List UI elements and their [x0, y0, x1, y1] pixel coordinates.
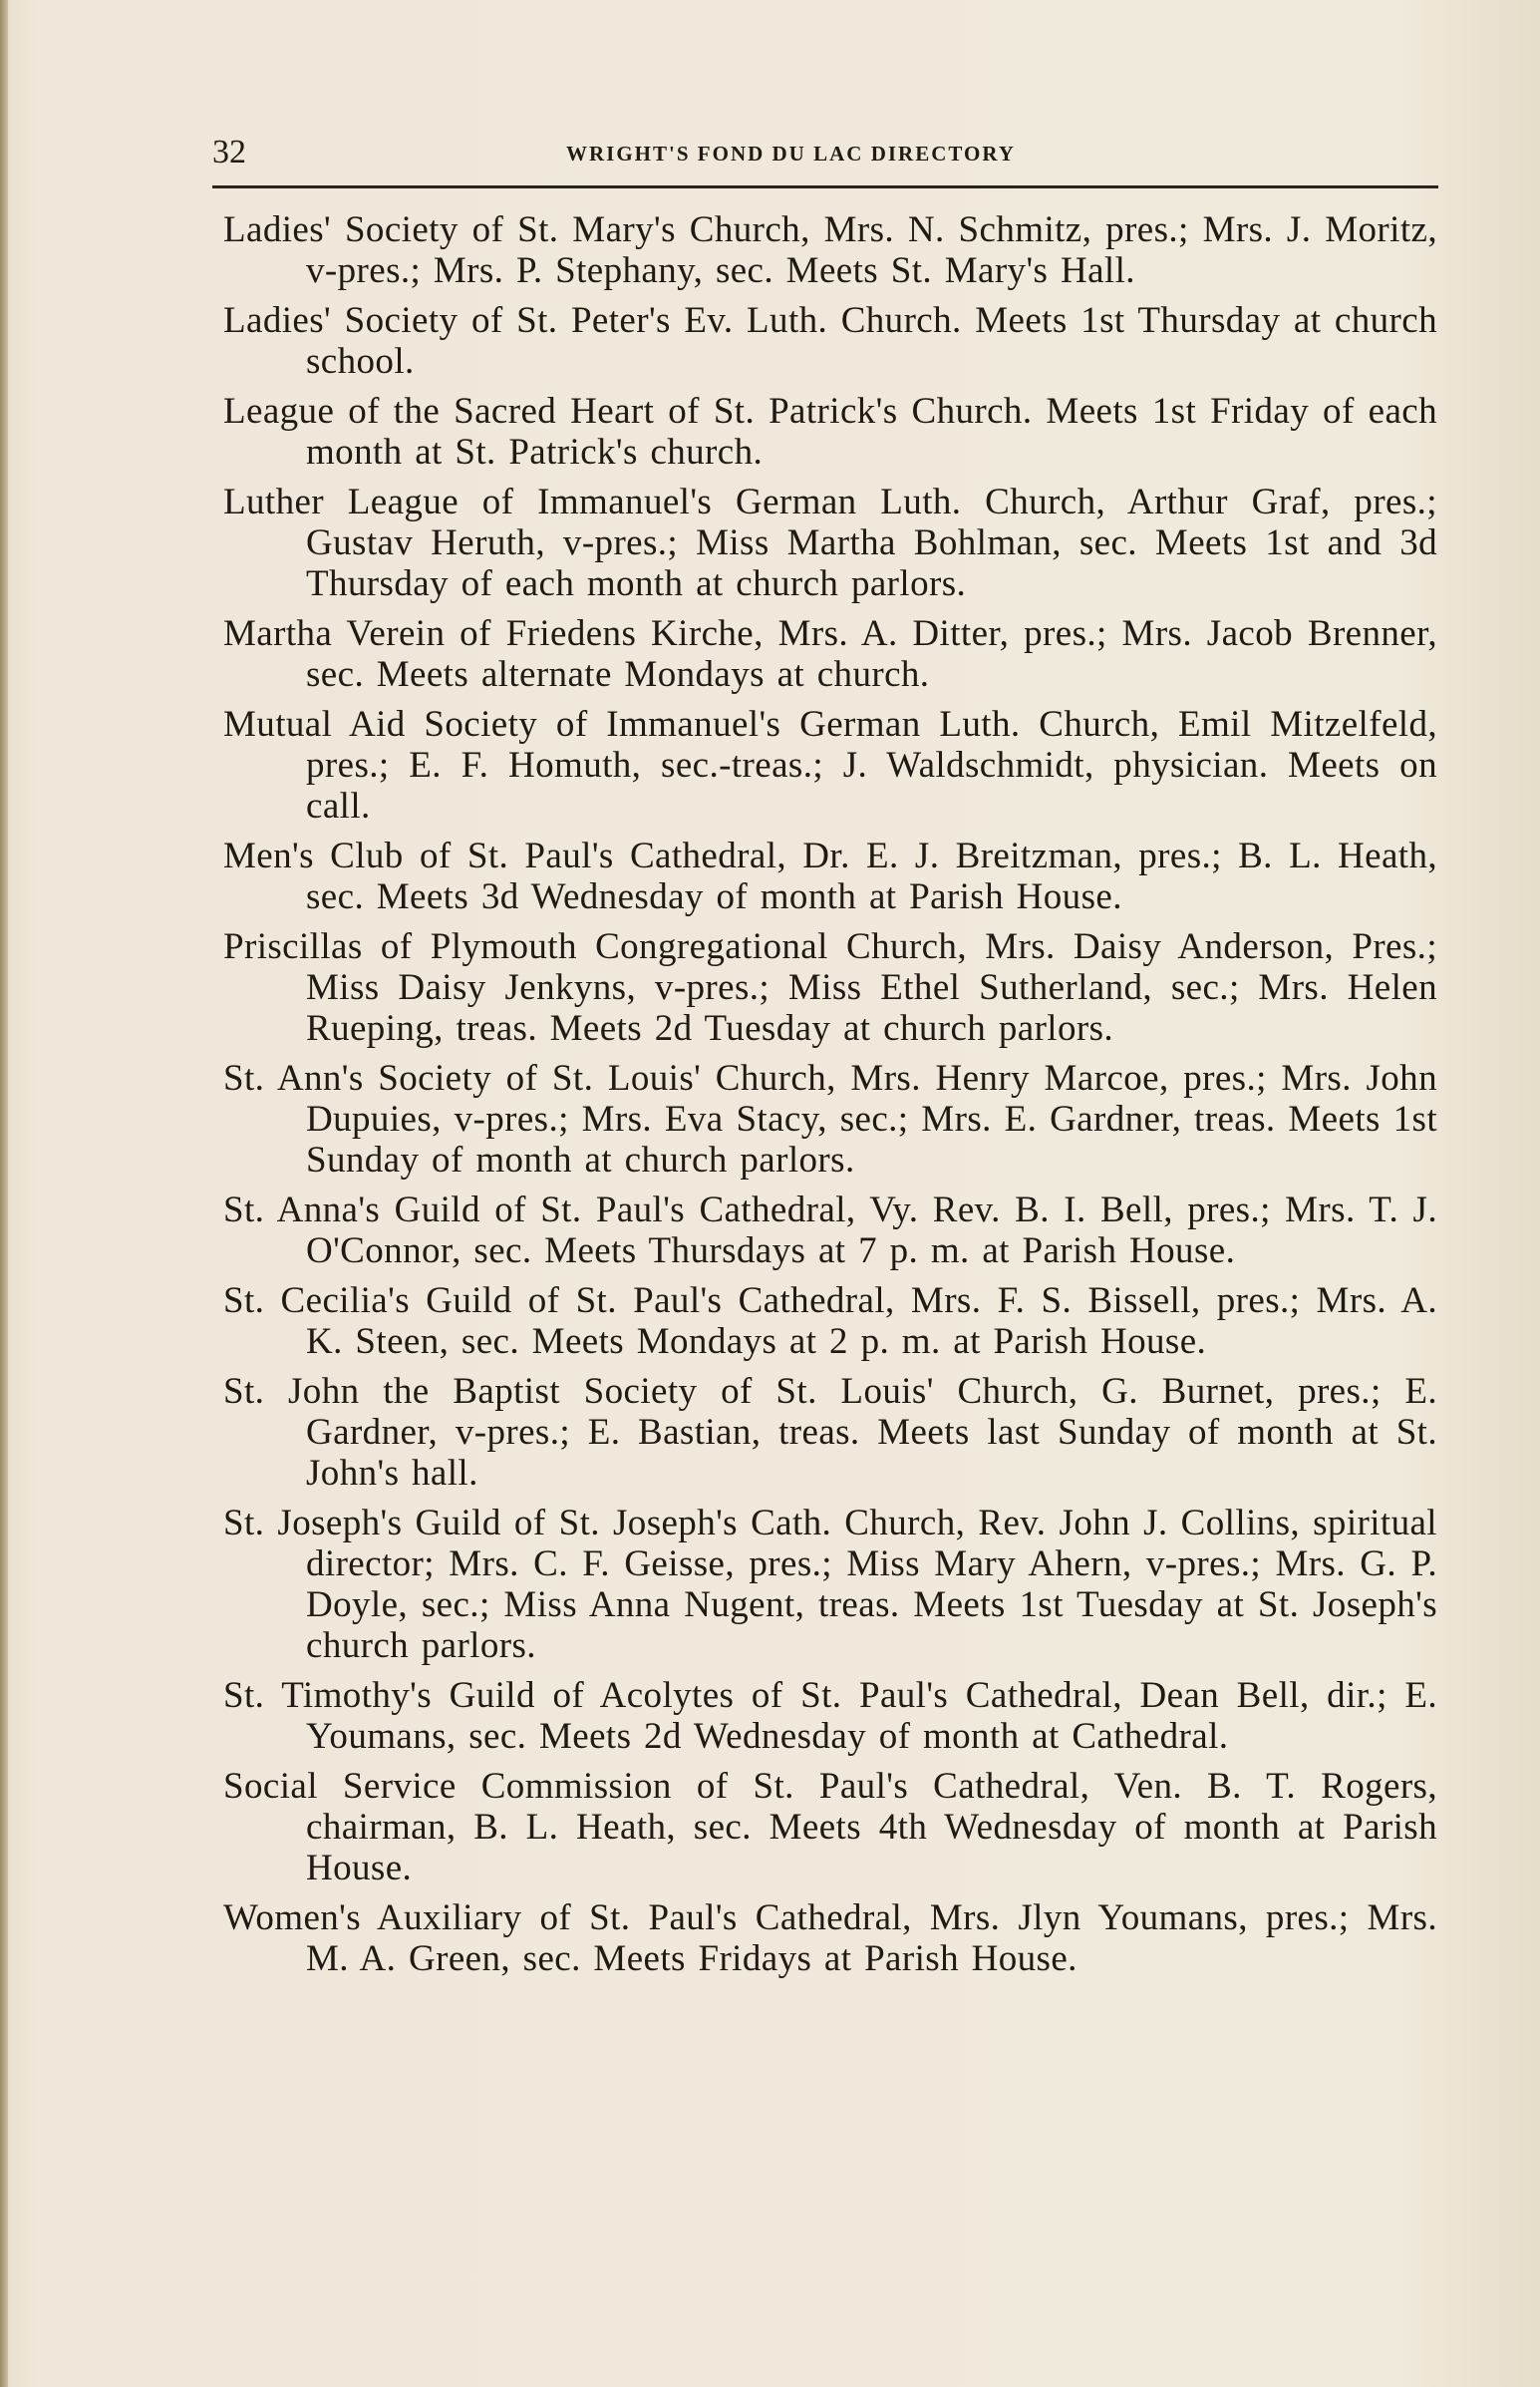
directory-entry: Women's Auxiliary of St. Paul's Cathedral, Mrs. Jlyn Youmans, pres.; Mrs. M. A. Green, sec. Meets Fridays at Parish House. — [223, 1897, 1437, 1979]
page-header — [212, 134, 1438, 188]
directory-entry: St. Joseph's Guild of St. Joseph's Cath. Church, Rev. John J. Collins, spiritual director; Mrs. C. F. Geisse, pres.; Miss Mary Ahern, v-pres.; Mrs. G. P. Doyle, sec.; Miss Anna Nugent, treas. Meets 1st Tuesday at St. Joseph's church parlors. — [223, 1503, 1437, 1666]
society-entries — [223, 209, 1437, 1988]
directory-entry: St. Ann's Society of St. Louis' Church, Mrs. Henry Marcoe, pres.; Mrs. John Dupuies, v-pres.; Mrs. Eva Stacy, sec.; Mrs. E. Gardner, treas. Meets 1st Sunday of month at church parlors. — [223, 1058, 1437, 1181]
directory-entry: Luther League of Immanuel's German Luth. Church, Arthur Graf, pres.; Gustav Heruth, v-pres.; Miss Martha Bohlman, sec. Meets 1st and 3d Thursday of each month at church parlors. — [223, 482, 1437, 604]
directory-entry: Mutual Aid Society of Immanuel's German Luth. Church, Emil Mitzelfeld, pres.; E. F. Homuth, sec.-treas.; J. Waldschmidt, physician. Meets on call. — [223, 704, 1437, 827]
page-number: 32 — [212, 134, 246, 170]
directory-entry: St. Timothy's Guild of Acolytes of St. Paul's Cathedral, Dean Bell, dir.; E. Youmans, sec. Meets 2d Wednesday of month at Cathedral. — [223, 1675, 1437, 1757]
directory-entry: Priscillas of Plymouth Congregational Church, Mrs. Daisy Anderson, Pres.; Miss Daisy Jenkyns, v-pres.; Miss Ethel Sutherland, sec.; Mrs. Helen Rueping, treas. Meets 2d Tuesday at church parlors. — [223, 926, 1437, 1049]
directory-entry: St. Cecilia's Guild of St. Paul's Cathedral, Mrs. F. S. Bissell, pres.; Mrs. A. K. Steen, sec. Meets Mondays at 2 p. m. at Parish House. — [223, 1280, 1437, 1362]
binding-edge — [0, 0, 8, 2387]
directory-entry: Ladies' Society of St. Mary's Church, Mrs. N. Schmitz, pres.; Mrs. J. Moritz, v-pres.; Mrs. P. Stephany, sec. Meets St. Mary's Hall. — [223, 209, 1437, 291]
directory-entry: Ladies' Society of St. Peter's Ev. Luth. Church. Meets 1st Thursday at church school. — [223, 300, 1437, 382]
directory-entry: League of the Sacred Heart of St. Patrick's Church. Meets 1st Friday of each month at St. Patrick's church. — [223, 391, 1437, 473]
directory-entry: Martha Verein of Friedens Kirche, Mrs. A. Ditter, pres.; Mrs. Jacob Brenner, sec. Meets alternate Mondays at church. — [223, 613, 1437, 695]
directory-entry: Social Service Commission of St. Paul's Cathedral, Ven. B. T. Rogers, chairman, B. L. Heath, sec. Meets 4th Wednesday of month at Parish House. — [223, 1766, 1437, 1888]
directory-entry: St. Anna's Guild of St. Paul's Cathedral, Vy. Rev. B. I. Bell, pres.; Mrs. T. J. O'Connor, sec. Meets Thursdays at 7 p. m. at Parish House. — [223, 1190, 1437, 1271]
running-title: WRIGHT'S FOND DU LAC DIRECTORY — [566, 142, 1016, 166]
directory-entry: Men's Club of St. Paul's Cathedral, Dr. E. J. Breitzman, pres.; B. L. Heath, sec. Meets 3d Wednesday of month at Parish House. — [223, 836, 1437, 917]
directory-entry: St. John the Baptist Society of St. Louis' Church, G. Burnet, pres.; E. Gardner, v-pres.; E. Bastian, treas. Meets last Sunday of month at St. John's hall. — [223, 1371, 1437, 1494]
